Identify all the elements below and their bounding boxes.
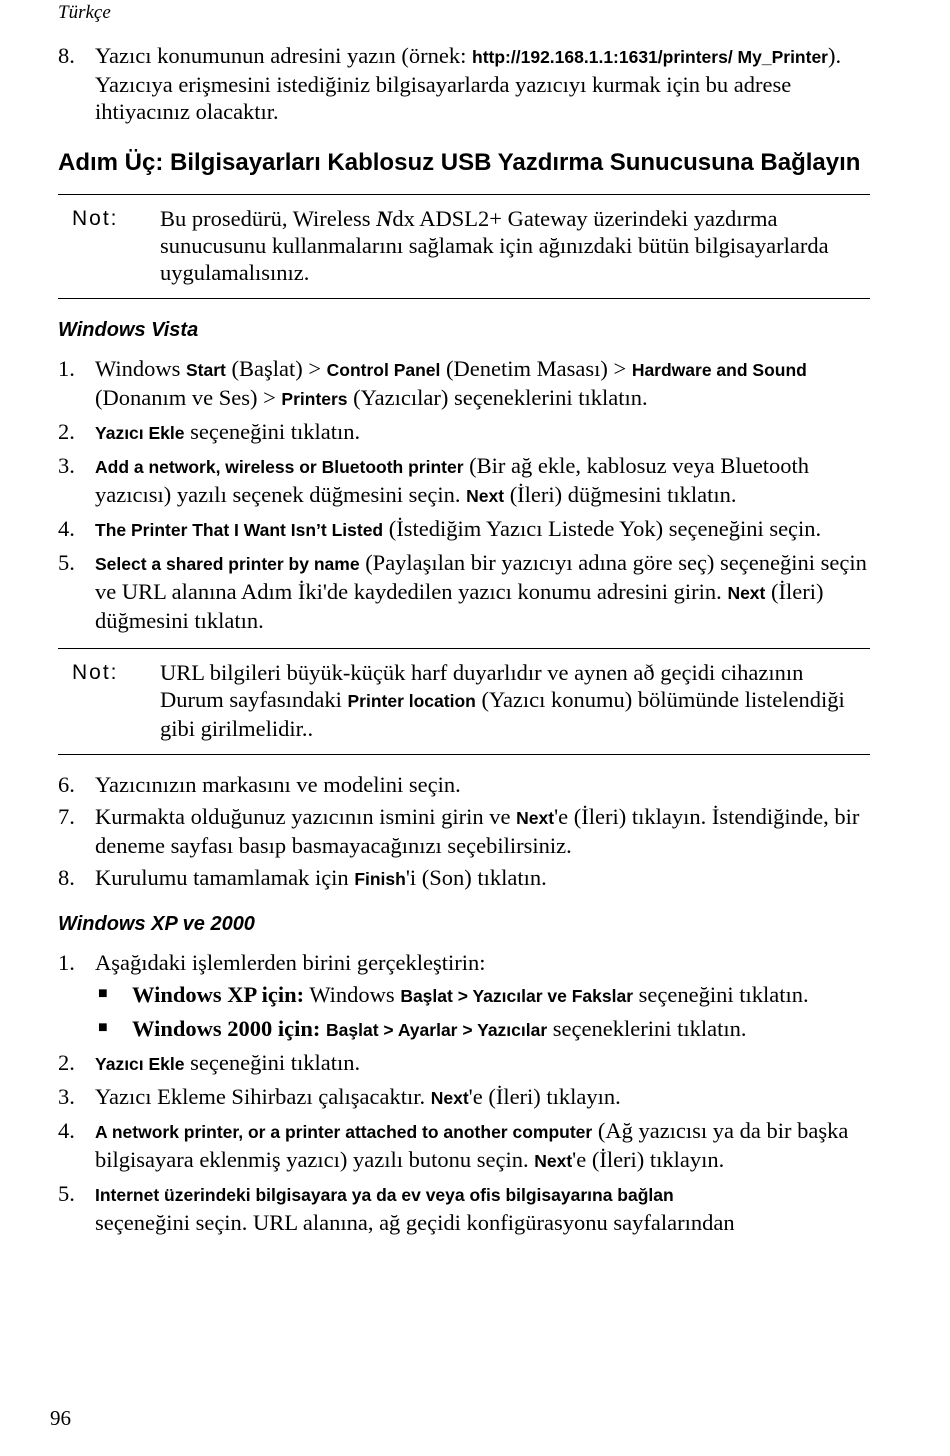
step-text: seçeneğini seçin. URL alanına, ağ geçidi konfigürasyonu sayfalarından	[95, 1210, 735, 1235]
step-number: 2.	[58, 419, 75, 444]
step-number: 7.	[58, 804, 75, 829]
step-text: Yazıcı Ekleme Sihirbazı çalışacaktır.	[95, 1084, 431, 1109]
ui-term: Yazıcı Ekle	[95, 1054, 185, 1074]
vista-step-7	[58, 803, 870, 859]
ui-term: The Printer That I Want Isn’t Listed	[95, 520, 384, 540]
step-number: 4.	[58, 516, 75, 541]
step-text: (Ağ yazıcısı ya da bir başka bilgisayara eklenmiş yazıcı) yazılı butonu seçin.	[95, 1118, 849, 1172]
step-text: 'e (İleri) tıklayın.	[468, 1084, 621, 1109]
xp-step-4	[58, 1117, 870, 1175]
running-head: Türkçe	[58, 2, 111, 23]
section-heading: Adım Üç: Bilgisayarları Kablosuz USB Yazdırma Sunucusuna Bağlayın	[58, 149, 861, 176]
note-text-part: Bu prosedürü, Wireless	[160, 206, 377, 231]
ui-term: Hardware and Sound	[631, 360, 807, 380]
step-text: Windows	[95, 356, 186, 381]
step-number: 8.	[58, 865, 75, 890]
bullet-text: seçeneklerini tıklatın.	[547, 1016, 747, 1041]
vista-step-6	[58, 771, 870, 798]
step-number: 2.	[58, 1050, 75, 1075]
ui-term: Select a shared printer by name	[95, 554, 360, 574]
note-label: Not:	[72, 661, 119, 684]
ui-term: Add a network, wireless or Bluetooth printer	[95, 457, 464, 477]
bullet-lead: Windows 2000 için:	[132, 1016, 321, 1041]
page-number: 96	[50, 1406, 71, 1430]
vista-step-list	[58, 355, 870, 634]
intro-step-list	[58, 42, 870, 125]
vista-step-8	[58, 864, 870, 893]
ui-term: Printers	[281, 389, 348, 409]
step-number: 1.	[58, 356, 75, 381]
subheading-windows-xp-2000: Windows XP ve 2000	[58, 913, 255, 935]
step-text: (İstediğim Yazıcı Listede Yok) seçeneğini seçin.	[383, 516, 822, 541]
step-text: 'e (İleri) tıklayın.	[572, 1147, 725, 1172]
step-text: (Denetim Masası) >	[440, 356, 632, 381]
step-text: (Paylaşılan bir yazıcıyı adına göre seç) seçeneğini seçin ve URL alanına Adım İki'de kaydedilen yazıcı konumu adresini girin.	[95, 550, 867, 604]
step-text: seçeneğini tıklatın.	[184, 419, 361, 444]
ui-term: A network printer, or a printer attached to another computer	[95, 1122, 593, 1142]
bullet-square-icon: ■	[98, 1019, 108, 1036]
note-text-part: URL bilgileri büyük-küçük harf duyarlıdır ve aynen að geçidi cihazının Durum sayfasındaki	[160, 660, 804, 712]
ui-term: Yazıcı Ekle	[95, 423, 185, 443]
bullet-lead: Windows XP için:	[132, 982, 305, 1007]
subheading-windows-vista: Windows Vista	[58, 319, 199, 341]
note-text	[160, 659, 870, 742]
step-text: (İleri) düğmesini tıklatın.	[95, 579, 824, 633]
ui-term: Control Panel	[326, 360, 441, 380]
ui-term: Next	[516, 808, 555, 828]
xp-step-3	[58, 1083, 870, 1112]
xp-step-list-continued	[58, 1049, 870, 1236]
note-box	[58, 648, 870, 755]
step-number: 6.	[58, 772, 75, 797]
step-text: Yazıcınızın markasını ve modelini seçin.	[95, 772, 461, 797]
ui-term: Başlat > Yazıcılar ve Fakslar	[400, 986, 633, 1006]
xp-step-1	[58, 949, 870, 976]
step-text: Yazıcı konumunun adresini yazın (örnek:	[95, 43, 473, 68]
step-text: (Başlat) >	[225, 356, 327, 381]
vista-step-3	[58, 452, 870, 510]
step-text: (Bir ağ ekle, kablosuz veya Bluetooth yazıcısı) yazılı seçenek düğmesini seçin.	[95, 453, 810, 507]
note-text-part: dx ADSL2+ Gateway üzerindeki yazdırma sunucusunu kullanmalarını sağlamak için ağınızdaki bütün bilgisayarlarda uygulamalısınız.	[160, 206, 829, 285]
vista-step-5	[58, 549, 870, 634]
bullet-windows-2000	[58, 1015, 870, 1044]
ui-term: Next	[466, 486, 505, 506]
xp-step-5	[58, 1180, 870, 1236]
vista-step-4	[58, 515, 870, 544]
step-text: (Donanım ve Ses) >	[95, 385, 282, 410]
step-number: 4.	[58, 1118, 75, 1143]
note-box	[58, 194, 870, 299]
ui-term: Başlat > Ayarlar > Yazıcılar	[326, 1020, 548, 1040]
step-text: 'i (Son) tıklatın.	[405, 865, 547, 890]
note-text-part: (Yazıcı konumu) bölümünde listelendiği gibi girilmelidir..	[160, 687, 845, 741]
bullet-square-icon: ■	[98, 985, 108, 1002]
step-number: 5.	[58, 1181, 75, 1206]
step-text: ). Yazıcıya erişmesini istediğiniz bilgisayarlarda yazıcıyı kurmak için bu adrese ihtiyacınız olacaktır.	[95, 43, 842, 124]
note-label: Not:	[72, 207, 119, 230]
ui-term: Next	[727, 583, 766, 603]
step-text: 'e (İleri) tıklayın. İstendiğinde, bir deneme sayfası basıp basmayacağınızı seçebilirsiniz.	[95, 804, 860, 858]
bullet-text: seçeneğini tıklatın.	[633, 982, 809, 1007]
step-text: Kurulumu tamamlamak için	[95, 865, 355, 890]
bullet-text: Windows	[304, 982, 401, 1007]
ui-term: Internet üzerindeki bilgisayara ya da ev veya ofis bilgisayarına bağlan	[95, 1185, 674, 1205]
ui-term: Start	[185, 360, 226, 380]
ui-term: Next	[534, 1151, 573, 1171]
ui-term: Finish	[354, 869, 406, 889]
step-text: (Yazıcılar) seçeneklerini tıklatın.	[347, 385, 648, 410]
step-number: 8.	[58, 43, 75, 68]
brand-letter: N	[376, 206, 393, 231]
vista-step-list-continued	[58, 771, 870, 893]
example-url: http://192.168.1.1:1631/printers/ My_Printer	[472, 47, 828, 67]
xp-bullet-list	[58, 981, 870, 1044]
xp-step-list	[58, 949, 870, 976]
step-number: 3.	[58, 1084, 75, 1109]
vista-step-2	[58, 418, 870, 447]
step-text: Aşağıdaki işlemlerden birini gerçekleştirin:	[95, 950, 486, 975]
vista-step-1	[58, 355, 870, 413]
step-text: seçeneğini tıklatın.	[184, 1050, 361, 1075]
bullet-windows-xp	[58, 981, 870, 1010]
ui-term: Printer location	[347, 691, 476, 711]
note-text	[160, 205, 870, 286]
xp-step-2	[58, 1049, 870, 1078]
intro-step-8	[58, 42, 870, 125]
page-content	[58, 42, 870, 1241]
step-text: (İleri) düğmesini tıklatın.	[504, 482, 737, 507]
step-number: 5.	[58, 550, 75, 575]
step-number: 3.	[58, 453, 75, 478]
step-number: 1.	[58, 950, 75, 975]
step-text: Kurmakta olduğunuz yazıcının ismini girin ve	[95, 804, 517, 829]
ui-term: Next	[430, 1088, 469, 1108]
